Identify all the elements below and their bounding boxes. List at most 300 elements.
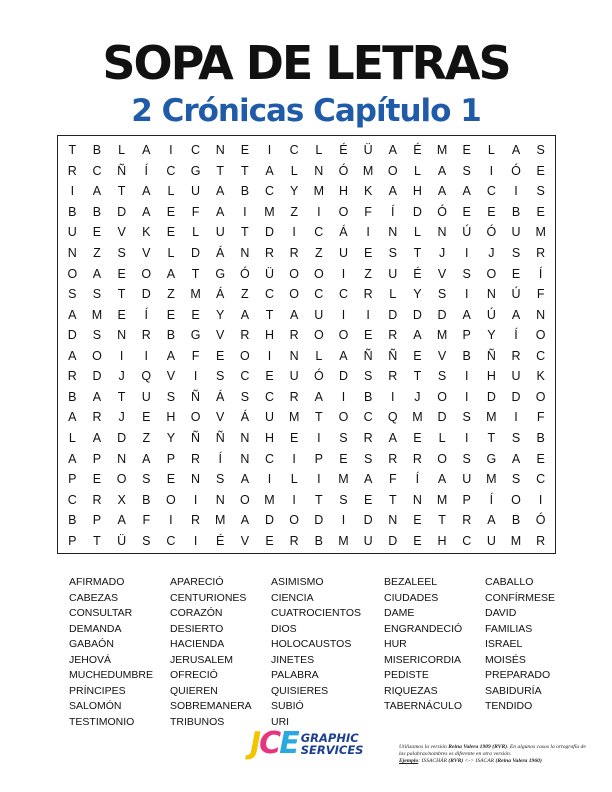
grid-letter: M bbox=[362, 163, 374, 178]
word-list-item: ASIMISMO bbox=[271, 576, 324, 588]
grid-letter: C bbox=[92, 163, 102, 178]
word-list-item: CENTURIONES bbox=[170, 591, 247, 604]
grid-letter: A bbox=[216, 184, 225, 199]
grid-letter: A bbox=[388, 184, 397, 199]
grid-letter: L bbox=[68, 430, 76, 445]
grid-letter: C bbox=[536, 348, 546, 363]
grid-letter: T bbox=[117, 184, 126, 199]
grid-letter: É bbox=[413, 266, 422, 281]
grid-letter: R bbox=[265, 246, 275, 261]
grid-letter: S bbox=[92, 328, 102, 343]
grid-letter: T bbox=[487, 430, 496, 445]
grid-letter: E bbox=[166, 307, 176, 322]
word-list-item: CORAZÓN bbox=[170, 607, 223, 619]
grid-letter: E bbox=[166, 204, 176, 219]
grid-letter: E bbox=[92, 472, 102, 487]
grid-letter: E bbox=[240, 143, 250, 158]
grid-letter: O bbox=[387, 163, 398, 178]
grid-letter: E bbox=[363, 328, 373, 343]
grid-letter: D bbox=[511, 389, 521, 404]
word-list-item: TRIBUNOS bbox=[170, 715, 225, 728]
grid-letter: S bbox=[462, 163, 471, 178]
grid-letter: N bbox=[117, 451, 127, 466]
grid-letter: H bbox=[166, 410, 176, 425]
grid-letter: E bbox=[363, 246, 373, 261]
grid-letter: D bbox=[412, 307, 422, 322]
grid-letter: S bbox=[216, 472, 225, 487]
grid-letter: O bbox=[289, 266, 300, 281]
word-list-item: TESTIMONIO bbox=[69, 715, 135, 728]
grid-letter: O bbox=[437, 451, 447, 466]
grid-letter: B bbox=[166, 328, 176, 343]
grid-letter: E bbox=[462, 204, 471, 219]
grid-letter: I bbox=[341, 266, 346, 281]
grid-letter: I bbox=[464, 287, 469, 302]
grid-letter: O bbox=[338, 410, 349, 425]
grid-letter: S bbox=[536, 143, 545, 158]
grid-letter: T bbox=[241, 225, 249, 240]
grid-letter: C bbox=[486, 184, 496, 199]
grid-letter: A bbox=[462, 307, 471, 322]
word-list-item: DAME bbox=[384, 607, 415, 619]
grid-letter: C bbox=[67, 492, 77, 507]
grid-letter: Á bbox=[216, 389, 225, 404]
grid-letter: B bbox=[511, 204, 521, 219]
grid-letter: E bbox=[289, 430, 299, 445]
grid-letter: Ú bbox=[486, 307, 496, 322]
grid-letter: I bbox=[193, 492, 198, 507]
grid-letter: Z bbox=[290, 204, 298, 219]
grid-letter: I bbox=[341, 307, 346, 322]
grid-letter: M bbox=[436, 328, 448, 343]
grid-letter: T bbox=[413, 369, 422, 384]
grid-letter: E bbox=[166, 472, 176, 487]
grid-letter: A bbox=[363, 472, 373, 487]
grid-letter: S bbox=[142, 533, 151, 548]
grid-letter: H bbox=[412, 184, 422, 199]
grid-letter: R bbox=[388, 451, 398, 466]
grid-letter: I bbox=[538, 492, 543, 507]
grid-letter: N bbox=[215, 492, 225, 507]
grid-letter: C bbox=[265, 287, 275, 302]
grid-letter: Y bbox=[166, 430, 176, 445]
grid-letter: G bbox=[190, 163, 201, 178]
grid-letter: U bbox=[388, 266, 398, 281]
grid-letter: S bbox=[92, 287, 102, 302]
grid-letter: D bbox=[388, 533, 398, 548]
grid-letter: U bbox=[314, 307, 324, 322]
grid-letter: Ñ bbox=[215, 430, 225, 445]
grid-letter: G bbox=[215, 266, 226, 281]
word-list-item: GABAÓN bbox=[69, 638, 114, 650]
grid-letter: A bbox=[68, 410, 77, 425]
grid-letter: H bbox=[265, 430, 275, 445]
grid-letter: S bbox=[511, 430, 521, 445]
grid-letter: P bbox=[92, 451, 102, 466]
grid-letter: I bbox=[514, 410, 518, 425]
logo bbox=[250, 726, 366, 762]
word-list-item: OFRECIÓ bbox=[170, 669, 218, 681]
grid-letter: D bbox=[117, 430, 127, 445]
grid-letter: N bbox=[67, 246, 77, 261]
grid-letter: J bbox=[118, 369, 125, 384]
grid-letter: B bbox=[92, 143, 102, 158]
grid-letter: L bbox=[413, 163, 421, 178]
grid-letter: D bbox=[388, 307, 398, 322]
word-list-item: SOBREMANERA bbox=[170, 700, 252, 712]
grid-letter: V bbox=[216, 328, 225, 343]
grid-letter: Z bbox=[142, 430, 151, 445]
grid-letter: I bbox=[464, 246, 469, 261]
grid-letter: P bbox=[314, 451, 323, 466]
grid-letter: M bbox=[264, 492, 275, 507]
grid-letter: Ú bbox=[511, 287, 521, 302]
grid-letter: U bbox=[363, 533, 373, 548]
grid-letter: E bbox=[363, 492, 373, 507]
grid-letter: E bbox=[191, 307, 200, 322]
grid-letter: A bbox=[117, 513, 126, 528]
grid-letter: A bbox=[437, 472, 447, 487]
grid-letter: A bbox=[166, 348, 176, 363]
grid-letter: C bbox=[314, 225, 324, 240]
grid-letter: P bbox=[462, 328, 471, 343]
grid-letter: Ó bbox=[240, 266, 250, 281]
grid-letter: B bbox=[511, 513, 521, 528]
word-list-item: URI bbox=[271, 715, 290, 728]
grid-letter: A bbox=[92, 389, 102, 404]
grid-letter: D bbox=[314, 513, 324, 528]
word-list-item: CONFÍRMESE bbox=[485, 591, 556, 604]
grid-letter: B bbox=[536, 430, 545, 445]
grid-letter: I bbox=[193, 369, 198, 384]
grid-letter: H bbox=[437, 533, 447, 548]
grid-letter: L bbox=[290, 472, 298, 487]
grid-letter: S bbox=[339, 492, 348, 507]
word-list-item: CONSULTAR bbox=[69, 607, 133, 619]
grid-letter: T bbox=[68, 143, 77, 158]
grid-letter: A bbox=[142, 451, 151, 466]
grid-letter: R bbox=[412, 451, 422, 466]
grid-letter: A bbox=[92, 184, 102, 199]
grid-letter: I bbox=[341, 389, 346, 404]
grid-letter: S bbox=[142, 472, 151, 487]
grid-letter: K bbox=[142, 225, 151, 240]
grid-letter: I bbox=[243, 204, 247, 219]
word-list-item: DIOS bbox=[271, 622, 297, 635]
grid-letter: É bbox=[413, 143, 422, 158]
grid-letter: N bbox=[240, 451, 250, 466]
grid-letter: C bbox=[265, 451, 275, 466]
grid-letter: O bbox=[92, 348, 102, 363]
grid-letter: U bbox=[191, 184, 201, 199]
grid-letter: J bbox=[438, 246, 446, 261]
grid-letter: Y bbox=[289, 184, 299, 199]
grid-letter: C bbox=[265, 389, 275, 404]
word-list-item: MUCHEDUMBRE bbox=[69, 669, 153, 681]
grid-letter: N bbox=[486, 287, 496, 302]
word-list-item: CIUDADES bbox=[384, 591, 439, 604]
grid-letter: O bbox=[240, 492, 250, 507]
grid-letter: D bbox=[486, 389, 496, 404]
grid-letter: A bbox=[388, 430, 397, 445]
word-list-item: CUATROCIENTOS bbox=[271, 607, 362, 619]
grid-letter: K bbox=[363, 184, 373, 199]
grid-letter: S bbox=[363, 369, 373, 384]
grid-letter: K bbox=[536, 369, 545, 384]
grid-letter: I bbox=[317, 430, 321, 445]
grid-letter: R bbox=[191, 513, 201, 528]
grid-letter: S bbox=[437, 287, 447, 302]
word-list-item: PEDISTE bbox=[384, 669, 429, 681]
grid-letter: I bbox=[341, 513, 346, 528]
grid-letter: P bbox=[92, 513, 102, 528]
grid-letter: I bbox=[317, 472, 321, 487]
grid-letter: R bbox=[536, 533, 546, 548]
grid-letter: G bbox=[190, 328, 201, 343]
grid-letter: E bbox=[413, 430, 422, 445]
grid-letter: C bbox=[338, 287, 348, 302]
grid-letter: M bbox=[338, 533, 349, 548]
grid-letter: I bbox=[514, 184, 518, 199]
grid-letter: M bbox=[486, 410, 497, 425]
grid-letter: I bbox=[391, 389, 395, 404]
grid-letter: Í bbox=[415, 472, 420, 487]
grid-letter: T bbox=[265, 307, 274, 322]
grid-letter: O bbox=[166, 492, 176, 507]
grid-letter: T bbox=[314, 492, 323, 507]
grid-letter: O bbox=[313, 328, 324, 343]
grid-letter: Ñ bbox=[486, 348, 496, 363]
grid-letter: C bbox=[289, 143, 299, 158]
grid-letter: T bbox=[191, 266, 200, 281]
grid-letter: Í bbox=[144, 307, 148, 322]
word-list-item: FAMILIAS bbox=[485, 622, 533, 635]
grid-letter: L bbox=[438, 430, 446, 445]
grid-letter: E bbox=[536, 451, 545, 466]
grid-letter: R bbox=[388, 369, 398, 384]
grid-letter: B bbox=[142, 492, 151, 507]
grid-letter: M bbox=[436, 143, 448, 158]
grid-letter: Ü bbox=[363, 143, 373, 158]
grid-letter: M bbox=[91, 307, 103, 322]
grid-letter: Ñ bbox=[117, 163, 127, 178]
word-list-item: SABIDURÍA bbox=[485, 684, 542, 697]
grid-letter: N bbox=[412, 492, 422, 507]
grid-letter: T bbox=[413, 246, 422, 261]
grid-letter: H bbox=[338, 184, 348, 199]
grid-letter: R bbox=[289, 328, 299, 343]
grid-letter: A bbox=[437, 163, 447, 178]
grid-letter: É bbox=[339, 143, 348, 158]
grid-letter: E bbox=[92, 225, 102, 240]
grid-letter: R bbox=[289, 246, 299, 261]
grid-letter: Z bbox=[167, 287, 175, 302]
grid-letter: F bbox=[364, 204, 372, 219]
grid-letter: Ü bbox=[117, 533, 127, 548]
grid-letter: A bbox=[240, 307, 250, 322]
grid-letter: A bbox=[511, 307, 521, 322]
grid-letter: B bbox=[314, 533, 323, 548]
word-list-item: APARECIÓ bbox=[170, 576, 224, 588]
grid-letter: J bbox=[118, 410, 125, 425]
grid-letter: A bbox=[92, 430, 102, 445]
grid-letter: N bbox=[240, 430, 250, 445]
grid-letter: S bbox=[68, 287, 77, 302]
grid-letter: T bbox=[216, 163, 225, 178]
grid-letter: A bbox=[314, 389, 323, 404]
grid-letter: D bbox=[191, 246, 201, 261]
grid-letter: A bbox=[142, 204, 151, 219]
grid-letter: A bbox=[142, 184, 151, 199]
word-list-item: JEHOVÁ bbox=[69, 653, 112, 666]
grid-letter: M bbox=[486, 472, 497, 487]
grid-letter: A bbox=[166, 266, 176, 281]
grid-letter: R bbox=[363, 430, 373, 445]
version-note: Utilizamos la versión Reina Valera 1909 (RVR). En algunos casos la ortografía de las palabras/nombres es diferente en otra versión. Ejemplo: ISSACHÁR (RVR) <-> ISACAR (Reina Valera 1960) bbox=[399, 744, 586, 765]
grid-letter: I bbox=[292, 492, 296, 507]
grid-letter: R bbox=[141, 328, 151, 343]
grid-letter: S bbox=[462, 451, 471, 466]
grid-letter: L bbox=[315, 348, 323, 363]
grid-letter: B bbox=[92, 204, 102, 219]
grid-letter: M bbox=[510, 533, 522, 548]
grid-letter: B bbox=[240, 184, 250, 199]
grid-letter: A bbox=[511, 451, 521, 466]
word-list-item: SALOMÓN bbox=[69, 700, 122, 712]
grid-letter: R bbox=[536, 246, 546, 261]
grid-letter: Ó bbox=[437, 204, 447, 219]
grid-letter: O bbox=[141, 266, 152, 281]
grid-letter: V bbox=[216, 410, 225, 425]
grid-letter: O bbox=[511, 492, 521, 507]
grid-letter: I bbox=[267, 143, 272, 158]
grid-letter: E bbox=[487, 204, 496, 219]
grid-letter: I bbox=[267, 348, 272, 363]
grid-letter: I bbox=[366, 307, 370, 322]
grid-letter: A bbox=[437, 184, 447, 199]
word-list-item: CABALLO bbox=[485, 576, 534, 588]
grid-letter: O bbox=[338, 204, 349, 219]
word-list-item: MISERICORDIA bbox=[384, 653, 462, 666]
grid-letter: O bbox=[289, 513, 300, 528]
grid-letter: C bbox=[191, 143, 201, 158]
grid-letter: Ü bbox=[265, 266, 275, 281]
grid-letter: N bbox=[437, 225, 447, 240]
grid-letter: F bbox=[142, 513, 151, 528]
grid-letter: Z bbox=[241, 287, 249, 302]
grid-letter: V bbox=[166, 369, 176, 384]
grid-letter: R bbox=[289, 533, 299, 548]
grid-letter: Ú bbox=[462, 225, 472, 240]
grid-letter: E bbox=[339, 451, 348, 466]
word-list-item: DEMANDA bbox=[69, 622, 122, 635]
grid-letter: R bbox=[240, 328, 250, 343]
grid-letter: C bbox=[265, 184, 275, 199]
word-list-item: SUBIÓ bbox=[271, 700, 304, 712]
grid-letter: O bbox=[289, 287, 300, 302]
grid-letter: V bbox=[142, 246, 151, 261]
grid-letter: D bbox=[338, 369, 348, 384]
grid-letter: E bbox=[216, 348, 225, 363]
grid-letter: S bbox=[117, 246, 126, 261]
grid-letter: L bbox=[167, 246, 175, 261]
grid-letter: P bbox=[68, 472, 77, 487]
grid-letter: Ó bbox=[338, 163, 349, 178]
grid-letter: I bbox=[144, 348, 148, 363]
grid-letter: T bbox=[438, 513, 446, 528]
grid-letter: O bbox=[535, 328, 546, 343]
grid-letter: N bbox=[191, 472, 201, 487]
grid-letter: E bbox=[536, 204, 545, 219]
word-list-item: PREPARADO bbox=[485, 669, 551, 681]
grid-letter: F bbox=[191, 348, 200, 363]
grid-letter: D bbox=[141, 287, 151, 302]
grid-letter: R bbox=[92, 492, 102, 507]
grid-letter: C bbox=[240, 369, 250, 384]
grid-letter: S bbox=[240, 389, 250, 404]
grid-letter: Í bbox=[391, 204, 395, 219]
grid-letter: Ñ bbox=[388, 348, 398, 363]
grid-letter: P bbox=[166, 451, 176, 466]
grid-letter: E bbox=[166, 225, 176, 240]
grid-letter: S bbox=[511, 472, 521, 487]
grid-letter: U bbox=[511, 369, 521, 384]
grid-letter: S bbox=[339, 430, 348, 445]
grid-letter: O bbox=[535, 389, 546, 404]
grid-letter: N bbox=[536, 307, 546, 322]
grid-letter: L bbox=[192, 225, 200, 240]
grid-letter: M bbox=[190, 287, 201, 302]
grid-letter: N bbox=[388, 513, 398, 528]
grid-letter: C bbox=[536, 472, 546, 487]
grid-letter: C bbox=[363, 410, 373, 425]
grid-letter: O bbox=[190, 410, 201, 425]
grid-letter: A bbox=[339, 348, 348, 363]
grid-letter: U bbox=[141, 389, 151, 404]
grid-letter: P bbox=[462, 492, 471, 507]
grid-letter: O bbox=[67, 266, 78, 281]
grid-letter: F bbox=[536, 287, 545, 302]
grid-letter: Y bbox=[487, 328, 496, 343]
grid-letter: A bbox=[92, 266, 102, 281]
grid-letter: N bbox=[314, 163, 324, 178]
grid-letter: R bbox=[462, 513, 472, 528]
grid-letter: O bbox=[313, 266, 324, 281]
grid-letter: U bbox=[486, 533, 496, 548]
grid-letter: D bbox=[92, 369, 102, 384]
grid-letter: E bbox=[536, 163, 545, 178]
grid-letter: I bbox=[267, 472, 272, 487]
grid-letter: A bbox=[289, 307, 299, 322]
grid-letter: Ñ bbox=[191, 389, 201, 404]
grid-letter: L bbox=[413, 225, 421, 240]
grid-letter: T bbox=[117, 287, 126, 302]
grid-letter: Q bbox=[141, 369, 152, 384]
grid-letter: I bbox=[169, 143, 173, 158]
grid-letter: R bbox=[289, 389, 299, 404]
word-list-item: CIENCIA bbox=[271, 591, 314, 604]
grid-letter: Í bbox=[489, 492, 494, 507]
grid-letter: Z bbox=[364, 266, 372, 281]
grid-letter: F bbox=[388, 472, 397, 487]
grid-letter: B bbox=[363, 389, 373, 404]
grid-letter: E bbox=[413, 348, 422, 363]
grid-letter: F bbox=[536, 410, 545, 425]
grid-letter: B bbox=[68, 389, 77, 404]
word-list-item: AFIRMADO bbox=[69, 576, 125, 588]
grid-letter: J bbox=[488, 246, 495, 261]
grid-letter: L bbox=[315, 143, 323, 158]
